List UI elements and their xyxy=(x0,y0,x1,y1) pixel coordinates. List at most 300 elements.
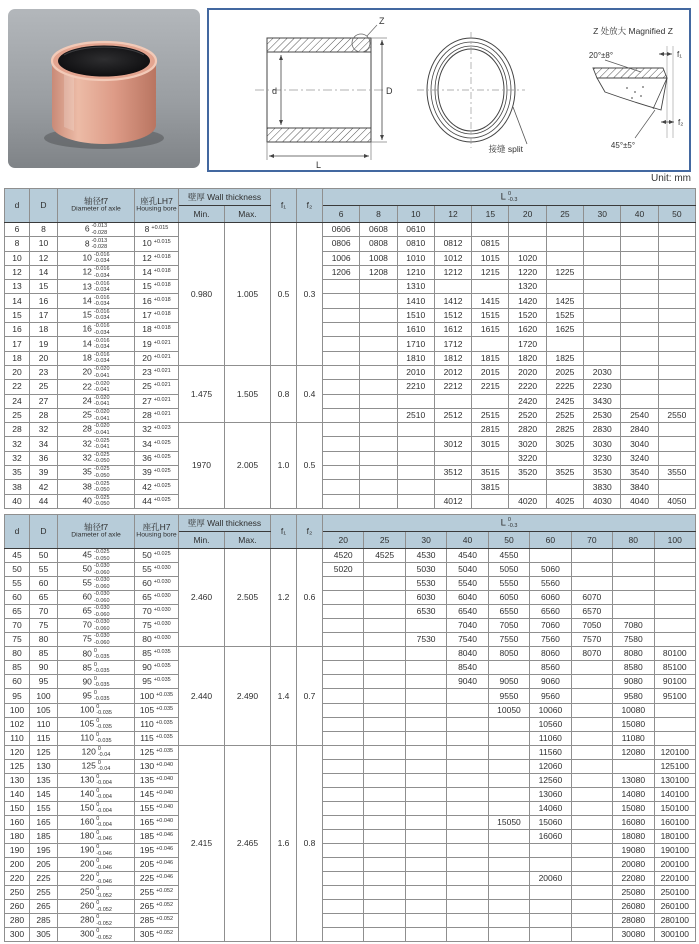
cell-L-50 xyxy=(488,843,529,857)
cell-L-8 xyxy=(360,308,397,322)
cell-housing-bore: 90 $^{+0.035}$ xyxy=(135,661,179,675)
cell-L-50 xyxy=(658,480,695,494)
cell-L-100: 125100 xyxy=(654,759,696,773)
cell-housing-bore: 165 $^{+0.040}$ xyxy=(135,815,179,829)
cell-L-60: 14060 xyxy=(530,801,571,815)
cell-L-30 xyxy=(584,251,621,265)
cell-housing-bore: 42 $^{+0.025}$ xyxy=(135,480,179,494)
cell-L-15: 3815 xyxy=(472,480,509,494)
cell-L-70 xyxy=(571,928,612,942)
cell-L-10: 1010 xyxy=(397,251,434,265)
cell-D: 70 xyxy=(30,605,58,619)
dim-D-label: D xyxy=(386,86,393,96)
col-header-f2: f₂ xyxy=(297,189,323,223)
cell-L-25 xyxy=(546,451,583,465)
cell-d: 300 xyxy=(5,928,30,942)
cell-d: 18 xyxy=(5,351,30,365)
cell-L-25 xyxy=(364,633,405,647)
cell-L-70 xyxy=(571,801,612,815)
cell-L-30: 6530 xyxy=(405,605,446,619)
cell-L-8 xyxy=(360,408,397,422)
cell-d: 60 xyxy=(5,675,30,689)
cell-d: 38 xyxy=(5,480,30,494)
cell-f1: 0.8 xyxy=(271,365,297,422)
cell-L-30 xyxy=(405,815,446,829)
cell-housing-bore: 265 $^{+0.052}$ xyxy=(135,900,179,914)
cell-L-70 xyxy=(571,717,612,731)
cell-L-50: 7050 xyxy=(488,619,529,633)
cell-axle-diameter: 32 -0.025 -0.041 xyxy=(58,437,135,451)
cell-L-25: 4525 xyxy=(364,549,405,563)
f1-label: f₁ xyxy=(677,50,682,59)
cell-L-20 xyxy=(323,886,364,900)
f2-label: f₂ xyxy=(678,118,684,127)
cell-L-100 xyxy=(654,577,696,591)
col-header-L-15: 15 xyxy=(472,206,509,223)
cell-L-50 xyxy=(658,308,695,322)
cell-L-25 xyxy=(364,759,405,773)
cell-L-12: 1412 xyxy=(434,294,471,308)
cell-L-20: 4020 xyxy=(509,494,546,508)
col-header-L-25: 25 xyxy=(546,206,583,223)
split-label: 接缝 split xyxy=(488,144,523,154)
cell-housing-bore: 100 $^{+0.035}$ xyxy=(135,689,179,703)
table-row xyxy=(5,647,696,661)
cell-axle-diameter: 75 -0.030 -0.060 xyxy=(58,633,135,647)
cell-L-40 xyxy=(621,237,658,251)
cell-L-20 xyxy=(323,633,364,647)
cell-L-30: 3430 xyxy=(584,394,621,408)
cell-L-12: 1012 xyxy=(434,251,471,265)
cell-D: 60 xyxy=(30,577,58,591)
cell-d: 120 xyxy=(5,745,30,759)
cell-L-6 xyxy=(323,380,360,394)
cell-L-10: 1210 xyxy=(397,265,434,279)
cell-L-20 xyxy=(323,815,364,829)
cell-L-8 xyxy=(360,437,397,451)
cell-L-12: 4012 xyxy=(434,494,471,508)
cell-L-50: 6550 xyxy=(488,605,529,619)
cell-L-60: 5560 xyxy=(530,577,571,591)
cell-d: 15 xyxy=(5,308,30,322)
cell-L-25 xyxy=(364,703,405,717)
cell-housing-bore: 225 $^{+0.046}$ xyxy=(135,872,179,886)
cell-L-100 xyxy=(654,619,696,633)
cell-L-60: 15060 xyxy=(530,815,571,829)
cell-L-20: 1520 xyxy=(509,308,546,322)
cell-L-100: 260100 xyxy=(654,900,696,914)
cell-L-80: 16080 xyxy=(613,815,654,829)
cell-D: 55 xyxy=(30,563,58,577)
col-header-axle: 轴径f7 Diameter of axle xyxy=(58,189,135,223)
cell-L-30 xyxy=(405,801,446,815)
cell-housing-bore: 185 $^{+0.046}$ xyxy=(135,829,179,843)
cell-L-20: 5020 xyxy=(323,563,364,577)
cell-axle-diameter: 140 0 -0.004 xyxy=(58,787,135,801)
table-row xyxy=(5,423,696,437)
table-row xyxy=(5,408,696,422)
cell-L-60 xyxy=(530,858,571,872)
cell-housing-bore: 130 $^{+0.040}$ xyxy=(135,759,179,773)
cell-L-6: 1206 xyxy=(323,265,360,279)
cell-L-10 xyxy=(397,466,434,480)
cell-L-10: 1310 xyxy=(397,280,434,294)
cell-L-40: 3540 xyxy=(621,466,658,480)
cell-axle-diameter: 85 0 -0.035 xyxy=(58,661,135,675)
cell-L-30: 2230 xyxy=(584,380,621,394)
cell-housing-bore: 36 $^{+0.025}$ xyxy=(135,451,179,465)
cell-d: 55 xyxy=(5,577,30,591)
cell-L-6 xyxy=(323,323,360,337)
cell-L-20 xyxy=(323,619,364,633)
cell-axle-diameter: 250 0 -0.052 xyxy=(58,886,135,900)
cell-L-70 xyxy=(571,745,612,759)
cell-axle-diameter: 125 0 -0.04 xyxy=(58,759,135,773)
cell-housing-bore: 70 $^{+0.030}$ xyxy=(135,605,179,619)
cell-housing-bore: 125 $^{+0.035}$ xyxy=(135,745,179,759)
cell-housing-bore: 39 $^{+0.025}$ xyxy=(135,466,179,480)
cell-L-40: 5040 xyxy=(447,563,488,577)
cell-L-8 xyxy=(360,466,397,480)
col-header-axle: 轴径f7 Diameter of axle xyxy=(58,515,135,549)
cell-d: 22 xyxy=(5,380,30,394)
cell-D: 135 xyxy=(30,773,58,787)
cell-L-25 xyxy=(364,914,405,928)
cell-L-50 xyxy=(658,337,695,351)
cell-wall-max: 1.005 xyxy=(225,223,271,366)
cell-L-30: 5530 xyxy=(405,577,446,591)
cell-L-50 xyxy=(488,773,529,787)
cell-L-70 xyxy=(571,900,612,914)
cell-L-50 xyxy=(658,451,695,465)
cell-L-40: 8540 xyxy=(447,661,488,675)
cell-L-25 xyxy=(364,731,405,745)
cell-housing-bore: 305 $^{+0.052}$ xyxy=(135,928,179,942)
cell-housing-bore: 55 $^{+0.030}$ xyxy=(135,563,179,577)
cell-wall-max: 2.490 xyxy=(225,647,271,745)
cell-L-25 xyxy=(364,773,405,787)
cell-L-40: 9040 xyxy=(447,675,488,689)
cell-housing-bore: 105 $^{+0.035}$ xyxy=(135,703,179,717)
section-view xyxy=(255,16,393,170)
cell-L-80: 25080 xyxy=(613,886,654,900)
cell-d: 17 xyxy=(5,337,30,351)
spec-table-1 xyxy=(4,188,696,509)
table-row xyxy=(5,619,696,633)
cell-L-60 xyxy=(530,914,571,928)
cell-L-10: 1510 xyxy=(397,308,434,322)
cell-L-50: 6050 xyxy=(488,591,529,605)
cell-housing-bore: 28 $^{+0.021}$ xyxy=(135,408,179,422)
cell-L-80: 7080 xyxy=(613,619,654,633)
cell-d: 150 xyxy=(5,801,30,815)
cell-L-60 xyxy=(530,549,571,563)
cell-d: 35 xyxy=(5,466,30,480)
cell-L-50: 10050 xyxy=(488,703,529,717)
cell-L-12 xyxy=(434,394,471,408)
cell-L-25 xyxy=(364,829,405,843)
cell-D: 95 xyxy=(30,675,58,689)
cell-L-50 xyxy=(488,914,529,928)
cell-D: 42 xyxy=(30,480,58,494)
cell-L-40 xyxy=(621,323,658,337)
cell-L-30 xyxy=(405,619,446,633)
cell-L-70: 6570 xyxy=(571,605,612,619)
cell-L-80: 30080 xyxy=(613,928,654,942)
cell-axle-diameter: 24 -0.020 -0.041 xyxy=(58,394,135,408)
cell-L-30: 7530 xyxy=(405,633,446,647)
cell-L-20 xyxy=(323,773,364,787)
cell-L-20 xyxy=(509,223,546,237)
cell-L-15: 2515 xyxy=(472,408,509,422)
cell-d: 110 xyxy=(5,731,30,745)
cell-axle-diameter: 180 0 -0.046 xyxy=(58,829,135,843)
cell-L-40 xyxy=(447,759,488,773)
cell-L-70 xyxy=(571,675,612,689)
cell-L-70 xyxy=(571,872,612,886)
cell-L-6 xyxy=(323,280,360,294)
col-header-L-60: 60 xyxy=(530,532,571,549)
cell-L-30 xyxy=(405,731,446,745)
dim-d-label: d xyxy=(272,86,278,96)
cell-L-60: 10560 xyxy=(530,717,571,731)
cell-L-25 xyxy=(364,689,405,703)
cell-L-20: 2220 xyxy=(509,380,546,394)
cell-D: 65 xyxy=(30,591,58,605)
cell-L-50 xyxy=(658,394,695,408)
cell-d: 140 xyxy=(5,787,30,801)
cell-L-8 xyxy=(360,451,397,465)
cell-L-40: 2840 xyxy=(621,423,658,437)
cell-L-40 xyxy=(447,900,488,914)
cell-L-10: 1410 xyxy=(397,294,434,308)
col-header-L-8: 8 xyxy=(360,206,397,223)
cell-wall-min: 2.460 xyxy=(179,549,225,647)
technical-drawing-panel xyxy=(207,8,691,172)
cell-L-15: 1415 xyxy=(472,294,509,308)
col-header-L-100: 100 xyxy=(654,532,696,549)
cell-L-20: 1420 xyxy=(509,294,546,308)
cell-L-40: 7040 xyxy=(447,619,488,633)
cell-L-80: 22080 xyxy=(613,872,654,886)
table-row xyxy=(5,675,696,689)
cell-L-12: 3012 xyxy=(434,437,471,451)
cell-axle-diameter: 20 -0.020 -0.041 xyxy=(58,365,135,379)
cell-L-12 xyxy=(434,423,471,437)
cell-L-6 xyxy=(323,466,360,480)
cell-L-6 xyxy=(323,451,360,465)
cell-L-30 xyxy=(584,337,621,351)
cell-housing-bore: 10 $^{+0.015}$ xyxy=(135,237,179,251)
cell-L-60 xyxy=(530,928,571,942)
cell-d: 32 xyxy=(5,451,30,465)
cell-L-30: 3030 xyxy=(584,437,621,451)
cell-L-12: 2212 xyxy=(434,380,471,394)
col-header-D: D xyxy=(30,189,58,223)
cell-L-70 xyxy=(571,773,612,787)
cell-L-30 xyxy=(405,843,446,857)
cell-D: 255 xyxy=(30,886,58,900)
cell-axle-diameter: 15 -0.016 -0.034 xyxy=(58,308,135,322)
cell-d: 100 xyxy=(5,703,30,717)
cell-L-8: 0608 xyxy=(360,223,397,237)
cell-axle-diameter: 110 0 -0.035 xyxy=(58,731,135,745)
cell-housing-bore: 14 $^{+0.018}$ xyxy=(135,265,179,279)
cell-axle-diameter: 25 -0.020 -0.041 xyxy=(58,408,135,422)
cell-housing-bore: 205 $^{+0.046}$ xyxy=(135,858,179,872)
cell-d: 60 xyxy=(5,591,30,605)
cell-L-30 xyxy=(584,265,621,279)
cell-L-12 xyxy=(434,480,471,494)
cell-axle-diameter: 22 -0.020 -0.041 xyxy=(58,380,135,394)
col-header-L-30: 30 xyxy=(584,206,621,223)
cell-axle-diameter: 100 0 -0.035 xyxy=(58,703,135,717)
cell-L-70 xyxy=(571,886,612,900)
cell-L-40 xyxy=(447,731,488,745)
cell-d: 125 xyxy=(5,759,30,773)
cell-L-8 xyxy=(360,394,397,408)
cell-L-80: 7580 xyxy=(613,633,654,647)
cell-L-60: 9560 xyxy=(530,689,571,703)
cell-L-12 xyxy=(434,223,471,237)
cell-L-60: 10060 xyxy=(530,703,571,717)
cell-L-60: 11060 xyxy=(530,731,571,745)
cell-L-50 xyxy=(658,351,695,365)
cell-L-15 xyxy=(472,451,509,465)
cell-L-25: 1825 xyxy=(546,351,583,365)
col-header-L-50: 50 xyxy=(488,532,529,549)
cell-axle-diameter: 32 -0.025 -0.050 xyxy=(58,451,135,465)
product-photo xyxy=(8,9,200,168)
cell-L-50 xyxy=(658,280,695,294)
cell-d: 70 xyxy=(5,619,30,633)
table-row xyxy=(5,605,696,619)
cell-L-25 xyxy=(364,801,405,815)
cell-L-25 xyxy=(364,872,405,886)
col-header-L-70: 70 xyxy=(571,532,612,549)
cell-L-30 xyxy=(584,351,621,365)
cell-L-8: 1008 xyxy=(360,251,397,265)
cell-L-30: 2830 xyxy=(584,423,621,437)
cell-D: 145 xyxy=(30,787,58,801)
table-row xyxy=(5,745,696,759)
cell-L-40 xyxy=(447,773,488,787)
cell-d: 180 xyxy=(5,829,30,843)
cell-axle-diameter: 120 0 -0.04 xyxy=(58,745,135,759)
cell-housing-bore: 32 $^{+0.023}$ xyxy=(135,423,179,437)
cell-D: 16 xyxy=(30,294,58,308)
cell-L-50: 4550 xyxy=(488,549,529,563)
cell-D: 90 xyxy=(30,661,58,675)
col-header-L-12: 12 xyxy=(434,206,471,223)
cell-axle-diameter: 50 -0.030 -0.060 xyxy=(58,563,135,577)
cell-L-60: 7060 xyxy=(530,619,571,633)
cell-D: 85 xyxy=(30,647,58,661)
cell-d: 80 xyxy=(5,647,30,661)
cell-L-25: 1425 xyxy=(546,294,583,308)
cell-D: 195 xyxy=(30,843,58,857)
cell-D: 305 xyxy=(30,928,58,942)
cell-L-25: 1525 xyxy=(546,308,583,322)
cell-L-40 xyxy=(447,914,488,928)
cell-L-25 xyxy=(364,787,405,801)
cell-axle-diameter: 150 0 -0.004 xyxy=(58,801,135,815)
col-header-bore: 座孔H7 Housing bore xyxy=(135,515,179,549)
cell-axle-diameter: 35 -0.025 -0.050 xyxy=(58,466,135,480)
cell-D: 205 xyxy=(30,858,58,872)
cell-D: 185 xyxy=(30,829,58,843)
dim-L-label: L xyxy=(316,160,322,170)
cell-L-30 xyxy=(584,223,621,237)
cell-L-10: 1710 xyxy=(397,337,434,351)
cell-d: 50 xyxy=(5,563,30,577)
cell-D: 165 xyxy=(30,815,58,829)
cell-housing-bore: 25 $^{+0.021}$ xyxy=(135,380,179,394)
cell-L-30 xyxy=(584,280,621,294)
cell-L-30 xyxy=(405,900,446,914)
cell-housing-bore: 195 $^{+0.046}$ xyxy=(135,843,179,857)
cell-L-50: 9050 xyxy=(488,675,529,689)
cell-d: 10 xyxy=(5,251,30,265)
cell-L-40: 8040 xyxy=(447,647,488,661)
cell-housing-bore: 75 $^{+0.030}$ xyxy=(135,619,179,633)
cell-f2: 0.5 xyxy=(297,423,323,509)
cell-L-100 xyxy=(654,703,696,717)
cell-D: 32 xyxy=(30,423,58,437)
cell-L-30: 3830 xyxy=(584,480,621,494)
cell-axle-diameter: 280 0 -0.052 xyxy=(58,914,135,928)
cell-L-25: 2825 xyxy=(546,423,583,437)
cell-L-20 xyxy=(323,647,364,661)
cell-L-70: 7570 xyxy=(571,633,612,647)
cell-L-40 xyxy=(621,251,658,265)
cell-L-70 xyxy=(571,703,612,717)
cell-L-15: 2215 xyxy=(472,380,509,394)
cell-L-12: 3512 xyxy=(434,466,471,480)
cell-L-20: 3020 xyxy=(509,437,546,451)
cell-L-70 xyxy=(571,843,612,857)
cell-L-50 xyxy=(488,900,529,914)
cell-L-10 xyxy=(397,423,434,437)
table-row xyxy=(5,549,696,563)
cell-housing-bore: 20 $^{+0.021}$ xyxy=(135,351,179,365)
cell-D: 105 xyxy=(30,703,58,717)
cell-L-40 xyxy=(447,689,488,703)
cell-L-6 xyxy=(323,408,360,422)
cell-d: 85 xyxy=(5,661,30,675)
cell-L-50 xyxy=(488,886,529,900)
cell-L-100 xyxy=(654,605,696,619)
cell-L-30 xyxy=(584,308,621,322)
cell-L-60: 16060 xyxy=(530,829,571,843)
cell-D: 27 xyxy=(30,394,58,408)
cell-L-50 xyxy=(658,423,695,437)
table-row xyxy=(5,759,696,773)
table-row xyxy=(5,437,696,451)
col-header-min: Min. xyxy=(179,532,225,549)
cell-L-12: 1812 xyxy=(434,351,471,365)
cell-L-40: 4540 xyxy=(447,549,488,563)
cell-L-50 xyxy=(488,858,529,872)
cell-d: 20 xyxy=(5,365,30,379)
cell-D: 110 xyxy=(30,717,58,731)
cell-L-30 xyxy=(405,928,446,942)
cell-L-10: 2210 xyxy=(397,380,434,394)
cell-L-20 xyxy=(323,843,364,857)
cell-axle-diameter: 130 0 -0.004 xyxy=(58,773,135,787)
cell-L-20 xyxy=(323,731,364,745)
cell-L-100 xyxy=(654,717,696,731)
